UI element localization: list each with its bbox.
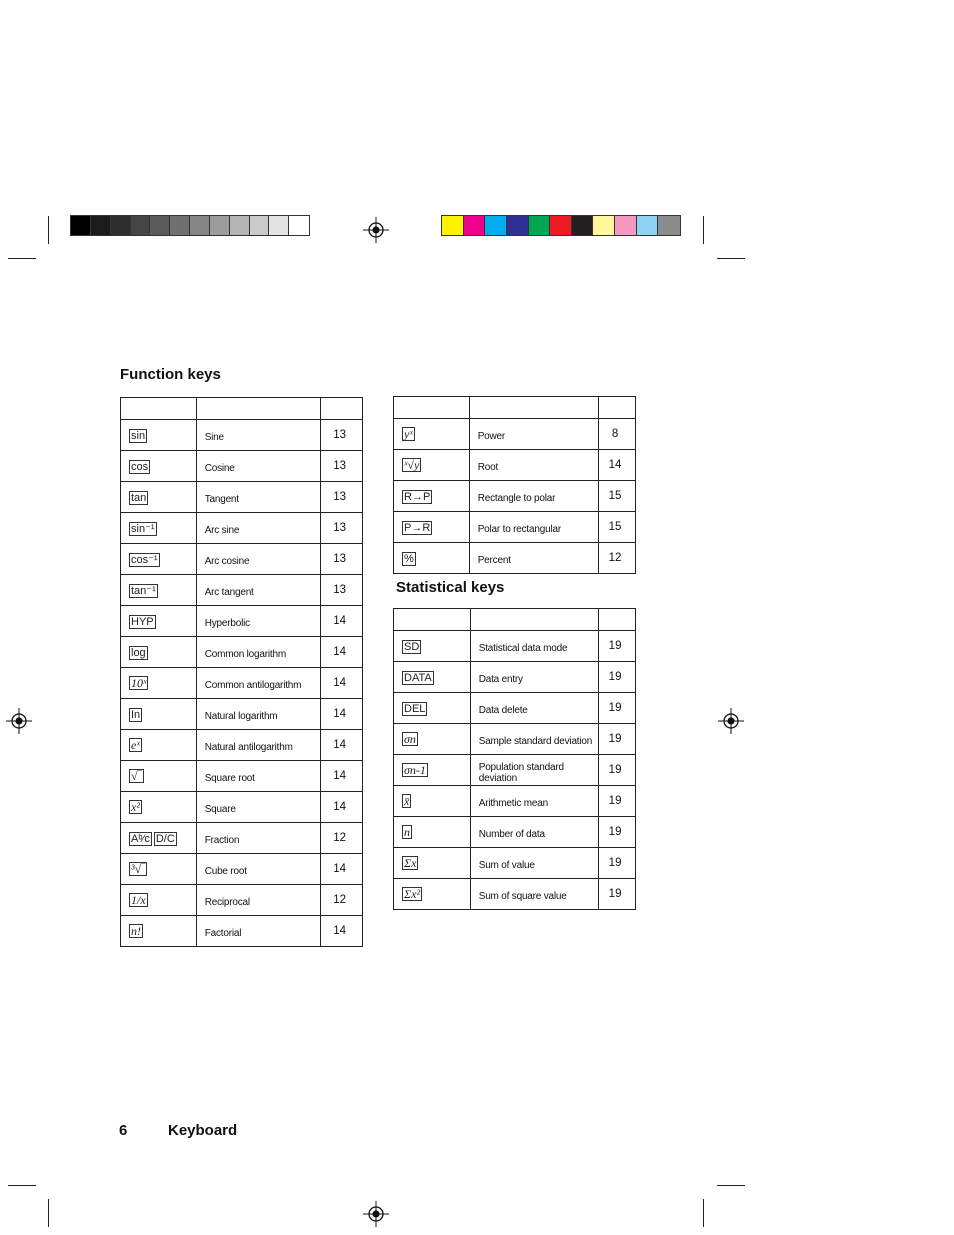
crop-mark xyxy=(8,258,36,259)
function-name: Percent xyxy=(469,543,598,574)
keycap-icon: sin⁻¹ xyxy=(131,523,155,535)
page-reference: 12 xyxy=(599,543,636,574)
color-swatch xyxy=(572,216,594,235)
key-cell xyxy=(121,885,197,916)
color-swatch xyxy=(111,216,131,235)
page-reference: 12 xyxy=(321,885,363,916)
page-reference: 14 xyxy=(321,668,363,699)
key-cell xyxy=(394,481,470,512)
function-name: Reciprocal xyxy=(196,885,320,916)
function-name: Arithmetic mean xyxy=(470,786,598,817)
table-row xyxy=(394,848,636,879)
page-reference: 14 xyxy=(599,450,636,481)
key-cell xyxy=(394,879,471,910)
crop-mark xyxy=(8,1185,36,1186)
table-row xyxy=(121,792,363,823)
function-keys-table xyxy=(120,397,363,947)
keycap-icon: cos xyxy=(131,461,149,473)
function-name: Data delete xyxy=(470,693,598,724)
table-row xyxy=(394,419,636,450)
color-swatch xyxy=(529,216,551,235)
page-reference: 13 xyxy=(321,420,363,451)
table-row xyxy=(394,724,636,755)
keycap-icon: Aᵇ⁄c xyxy=(131,833,150,845)
page-reference: 19 xyxy=(599,786,636,817)
key-cell xyxy=(394,755,471,786)
page-reference: 14 xyxy=(321,854,363,885)
key-cell xyxy=(121,513,197,544)
color-swatch xyxy=(71,216,91,235)
page-reference: 13 xyxy=(321,575,363,606)
color-swatch xyxy=(550,216,572,235)
function-name: Sum of square value xyxy=(470,879,598,910)
table-row xyxy=(394,450,636,481)
color-swatch xyxy=(250,216,270,235)
keycap-icon: 10ˣ xyxy=(131,676,147,690)
function-name: Sine xyxy=(196,420,320,451)
color-swatch xyxy=(615,216,637,235)
keycap-icon: ˣ√y xyxy=(404,458,420,472)
key-cell xyxy=(121,420,197,451)
key-cell xyxy=(394,419,470,450)
table-row xyxy=(121,544,363,575)
registration-mark-icon xyxy=(718,708,744,734)
function-name: Natural logarithm xyxy=(196,699,320,730)
page-reference: 19 xyxy=(599,693,636,724)
color-swatch xyxy=(91,216,111,235)
function-name: Natural antilogarithm xyxy=(196,730,320,761)
color-swatch xyxy=(442,216,464,235)
key-cell xyxy=(394,450,470,481)
key-cell xyxy=(394,848,471,879)
keycap-icon: HYP xyxy=(131,616,154,628)
function-name: Factorial xyxy=(196,916,320,947)
page-reference: 14 xyxy=(321,730,363,761)
table-header-row xyxy=(121,398,363,420)
registration-mark-icon xyxy=(363,1201,389,1227)
function-name: Sum of value xyxy=(470,848,598,879)
key-cell xyxy=(394,724,471,755)
table-row xyxy=(121,916,363,947)
page-reference: 13 xyxy=(321,513,363,544)
registration-mark-icon xyxy=(6,708,32,734)
table-row xyxy=(121,730,363,761)
keycap-icon: tan xyxy=(131,492,147,504)
page-reference: 14 xyxy=(321,792,363,823)
page-reference: 14 xyxy=(321,637,363,668)
function-name: Polar to rectangular xyxy=(469,512,598,543)
statistical-keys-table xyxy=(393,608,636,910)
table-row xyxy=(121,699,363,730)
color-swatch xyxy=(485,216,507,235)
table-row xyxy=(121,606,363,637)
page-reference: 19 xyxy=(599,879,636,910)
page-reference: 19 xyxy=(599,631,636,662)
function-name: Data entry xyxy=(470,662,598,693)
crop-mark xyxy=(48,1199,49,1227)
table-row xyxy=(394,879,636,910)
table-row xyxy=(121,420,363,451)
function-name: Square xyxy=(196,792,320,823)
key-cell xyxy=(394,543,470,574)
keycap-icon: Σx² xyxy=(404,887,421,901)
page-reference: 13 xyxy=(321,451,363,482)
key-cell xyxy=(121,637,197,668)
keycap-icon: σn xyxy=(404,732,416,746)
color-swatch xyxy=(637,216,659,235)
function-name: Arc cosine xyxy=(196,544,320,575)
crop-mark xyxy=(703,1199,704,1227)
page-reference: 15 xyxy=(599,481,636,512)
table-row xyxy=(394,786,636,817)
table-row xyxy=(121,513,363,544)
table-row xyxy=(121,575,363,606)
key-cell xyxy=(121,668,197,699)
table-row xyxy=(394,662,636,693)
table-row xyxy=(121,482,363,513)
key-cell xyxy=(394,693,471,724)
table-row xyxy=(121,668,363,699)
table-row xyxy=(394,631,636,662)
keycap-icon: x̄ xyxy=(404,794,410,808)
table-row xyxy=(394,817,636,848)
function-name: Fraction xyxy=(196,823,320,854)
key-cell xyxy=(121,482,197,513)
key-cell xyxy=(394,786,471,817)
function-name: Number of data xyxy=(470,817,598,848)
page-reference: 14 xyxy=(321,699,363,730)
function-name: Power xyxy=(469,419,598,450)
page-reference: 13 xyxy=(321,544,363,575)
table-row xyxy=(121,854,363,885)
keycap-icon: SD xyxy=(404,641,420,653)
table-row xyxy=(394,755,636,786)
color-swatch xyxy=(289,216,309,235)
function-name: Sample standard deviation xyxy=(470,724,598,755)
page-reference: 12 xyxy=(321,823,363,854)
page-reference: 19 xyxy=(599,724,636,755)
function-name: Square root xyxy=(196,761,320,792)
page-reference: 19 xyxy=(599,755,636,786)
key-cell xyxy=(394,662,471,693)
keycap-icon: P→R xyxy=(404,522,431,534)
keycap-icon: cos⁻¹ xyxy=(131,554,158,566)
crop-mark xyxy=(48,216,49,244)
function-keys-title: Function keys xyxy=(120,366,221,383)
function-name: Common antilogarithm xyxy=(196,668,320,699)
keycap-icon: DEL xyxy=(404,703,426,715)
keycap-icon: n xyxy=(404,825,410,839)
color-bar xyxy=(441,215,681,236)
function-name: Hyperbolic xyxy=(196,606,320,637)
function-name: Statistical data mode xyxy=(470,631,598,662)
page-number: 6 xyxy=(119,1122,128,1139)
table-header-row xyxy=(394,609,636,631)
key-cell xyxy=(394,817,471,848)
grayscale-bar xyxy=(70,215,310,236)
table-row xyxy=(121,637,363,668)
function-name: Tangent xyxy=(196,482,320,513)
function-name: Arc tangent xyxy=(196,575,320,606)
color-swatch xyxy=(464,216,486,235)
function-name: Population standard deviation xyxy=(470,755,598,786)
key-cell xyxy=(121,823,197,854)
keycap-icon: 1/x xyxy=(131,893,146,907)
keycap-icon: σn-1 xyxy=(404,763,426,777)
function-name: Rectangle to polar xyxy=(469,481,598,512)
function-name: Root xyxy=(469,450,598,481)
function-name: Common logarithm xyxy=(196,637,320,668)
color-swatch xyxy=(190,216,210,235)
crop-mark xyxy=(717,1185,745,1186)
keycap-icon: sin xyxy=(131,430,146,442)
key-cell xyxy=(121,606,197,637)
keycap-icon: D/C xyxy=(155,833,175,845)
keycap-icon: x² xyxy=(131,800,140,814)
color-swatch xyxy=(593,216,615,235)
function-name: Arc sine xyxy=(196,513,320,544)
function-name: Cube root xyxy=(196,854,320,885)
color-swatch xyxy=(150,216,170,235)
key-cell xyxy=(121,699,197,730)
color-swatch xyxy=(210,216,230,235)
color-swatch xyxy=(507,216,529,235)
keycap-icon: R→P xyxy=(404,491,431,503)
section-title: Keyboard xyxy=(168,1122,238,1139)
key-cell xyxy=(121,916,197,947)
function-name: Cosine xyxy=(196,451,320,482)
page-reference: 15 xyxy=(599,512,636,543)
table-row xyxy=(121,761,363,792)
table-row xyxy=(394,512,636,543)
table-row xyxy=(394,543,636,574)
keycap-icon: % xyxy=(404,553,414,565)
keycap-icon: In xyxy=(131,709,141,721)
table-row xyxy=(121,885,363,916)
crop-mark xyxy=(717,258,745,259)
table-row xyxy=(121,823,363,854)
key-cell xyxy=(121,451,197,482)
color-swatch xyxy=(269,216,289,235)
page-reference: 13 xyxy=(321,482,363,513)
table-row xyxy=(394,481,636,512)
page-reference: 14 xyxy=(321,916,363,947)
page-reference: 8 xyxy=(599,419,636,450)
key-cell xyxy=(394,512,470,543)
key-cell xyxy=(121,854,197,885)
keycap-icon: yˣ xyxy=(404,427,413,441)
page-reference: 14 xyxy=(321,606,363,637)
key-cell xyxy=(394,631,471,662)
color-swatch xyxy=(170,216,190,235)
function-keys-table-2 xyxy=(393,396,636,574)
crop-mark xyxy=(703,216,704,244)
keycap-icon: ³√‾ xyxy=(131,862,146,876)
statistical-keys-title: Statistical keys xyxy=(396,579,505,596)
table-row xyxy=(394,693,636,724)
page-reference: 19 xyxy=(599,817,636,848)
keycap-icon: log xyxy=(131,647,146,659)
page-reference: 19 xyxy=(599,848,636,879)
registration-mark-icon xyxy=(363,217,389,243)
key-cell xyxy=(121,792,197,823)
table-header-row xyxy=(394,397,636,419)
keycap-icon: DATA xyxy=(404,672,432,684)
color-swatch xyxy=(131,216,151,235)
keycap-icon: tan⁻¹ xyxy=(131,585,156,597)
page-reference: 19 xyxy=(599,662,636,693)
key-cell xyxy=(121,575,197,606)
keycap-icon: eˣ xyxy=(131,738,140,752)
color-swatch xyxy=(230,216,250,235)
color-swatch xyxy=(658,216,680,235)
page-reference: 14 xyxy=(321,761,363,792)
key-cell xyxy=(121,544,197,575)
keycap-icon: n! xyxy=(131,924,141,938)
table-row xyxy=(121,451,363,482)
key-cell xyxy=(121,730,197,761)
keycap-icon: √‾ xyxy=(131,769,142,783)
keycap-icon: Σx xyxy=(404,856,417,870)
key-cell xyxy=(121,761,197,792)
